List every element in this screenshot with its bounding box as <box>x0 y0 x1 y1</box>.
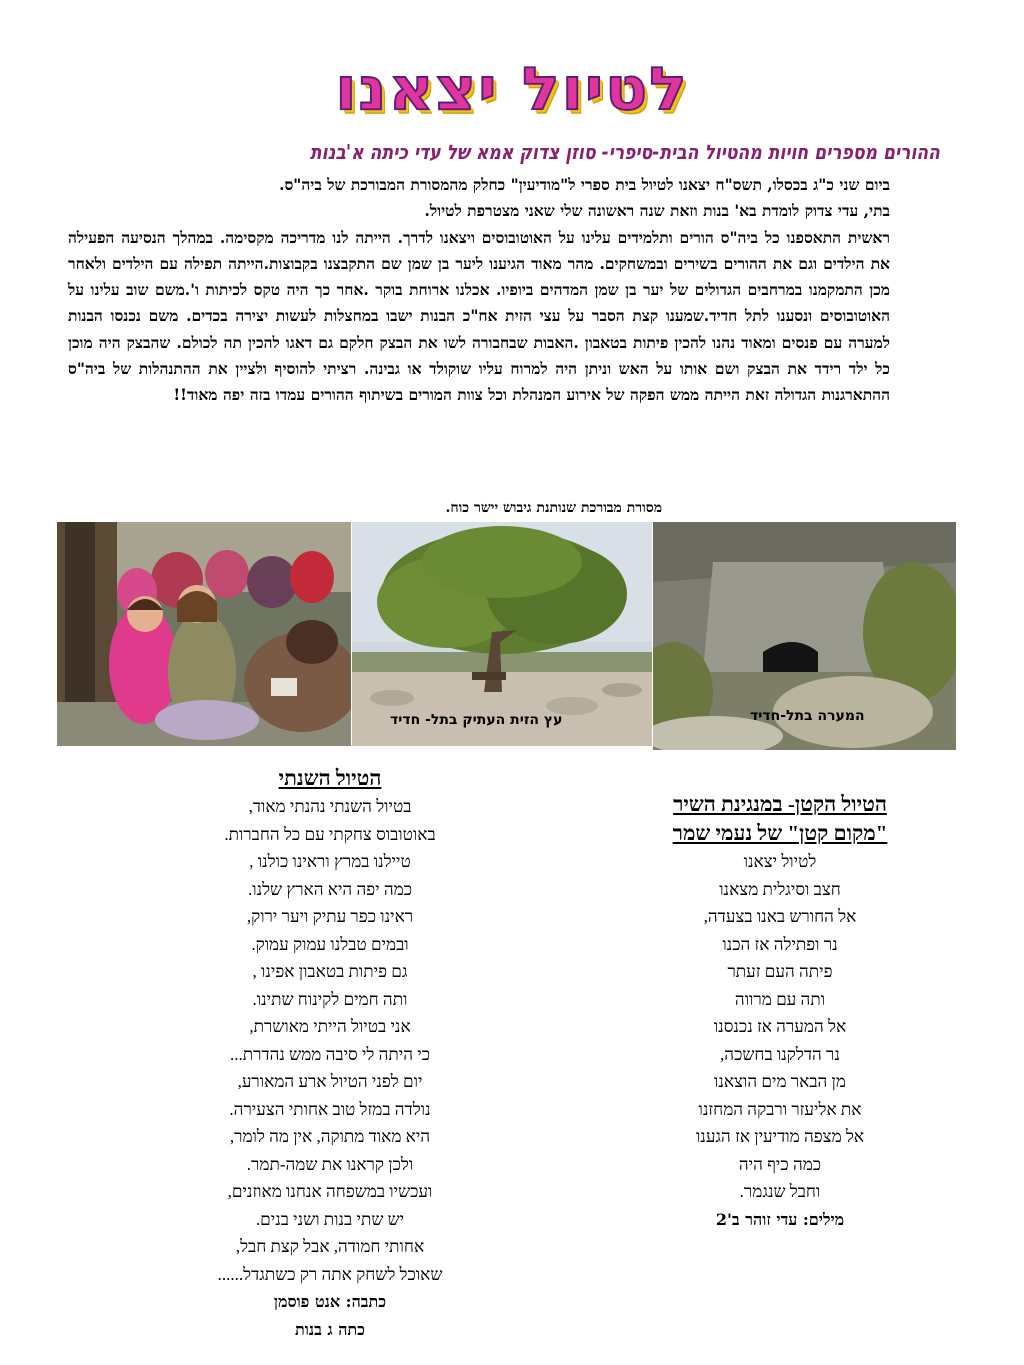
olive-tree-caption: עץ הזית העתיק בתל- חדיד <box>390 712 563 728</box>
poem-line: טיילנו במרץ וראינו כולנו , <box>249 852 411 871</box>
article-paragraph: ראשית התאספנו כל ביה"ס הורים ותלמידים עלינו על האוטובוסים ויצאנו לדרך. הייתה לנו מדריכה מקסימה. במהלך הנסיעה הפעילה את הילדים וגם את ההורים בשירים ובמשחקים. מהר מאוד הגיענו ליער בן שמן שם התקבצנו בקבוצות.הייתה תפילה עם הילדים ולאחר מכן התמקמנו במרחבים הגדולים של יער בן שמן המדהים ביופיו. אכלנו ארוחת בוקר .אחר כך היה טקס לכיתות ו'.משם שוב עלינו על האוטובוסים ונסענו לתל חדיד.שמענו קצת הסבר על עצי הזית אח"כ הבנות ישבו במחצלות לעשות יצירה בכדים. משם נכנסו הבנות למערה עם פנסים ומאוד נהנו להכין פיתות בטאבון .האבות שבחבורה לשו את הבצק חלקם גם דאגו להכין תה לכולם. שהבצק היה מוכן כל ילד רידד את הבצק ושם אותו על האש וניתן היה למרוח עליו שוקולד או גבינה. רציתי להוסיף ולציין את ההתנהלות של ביה"ס ההתארגנות הגדולה זאת הייתה ממש הפקה של אירוע המנהלת וכל צוות המורים בשיתוף ההורים עמדו בזה יפה מאוד!! <box>68 227 890 405</box>
poem-line: ותה עם מרווה <box>734 989 826 1009</box>
poem-line: נולדה במזל טוב אחותי הצעירה. <box>229 1099 431 1119</box>
poem-line: יום לפני הטיול ארע המאורע, <box>237 1072 423 1091</box>
children-photo <box>57 522 351 746</box>
poem-annual-trip <box>160 764 500 1344</box>
poem-line: אני בטיול הייתי מאושרת, <box>249 1017 411 1036</box>
poem-line: אחותי חמודה, אבל קצת חבל, <box>235 1237 425 1256</box>
poem-line: לטיול יצאנו <box>743 852 817 871</box>
poem-line: חצב וסיגלית מצאנו <box>719 879 841 899</box>
article-body <box>68 172 890 409</box>
page-title: לטיול יצאנו <box>335 53 689 124</box>
poem-line: ולכן קראנו את שמה-תמר. <box>246 1154 414 1174</box>
article-paragraph: ביום שני כ"ג בכסלו, תשס"ח יצאנו לטיול בית ספרי ל"מודיעין" כחלק מהמסורת המבורכת של ביה"ס. <box>279 175 890 194</box>
poem-line: אל המערה אז נכנסנו <box>713 1017 847 1036</box>
poem-line: בטיול השנתי נהנתי מאוד, <box>248 797 412 816</box>
poem-line: כמה יפה היא הארץ שלנו. <box>247 879 413 899</box>
poem-line: אל החורש באנו בצעדה, <box>703 907 857 926</box>
poem-line: באוטובוס צחקתי עם כל החברות. <box>224 824 436 844</box>
signoff-text: מסורת מבורכת שנותנת גיבוש יישר כוח. <box>445 500 662 516</box>
poem-line: ותה חמים לקינוח שתינו. <box>252 989 408 1009</box>
poem-line: היא מאוד מתוקה, אין מה לומר, <box>229 1127 431 1146</box>
poem-small-trip <box>600 790 960 1234</box>
poem-line: וחבל שנגמר. <box>739 1182 821 1201</box>
poem-line: יש שתי בנות ושני בנים. <box>255 1209 405 1229</box>
article-signoff <box>212 500 662 517</box>
poem-credit: מילים: עדי זוהר ב'2 <box>715 1209 845 1229</box>
poem-credit: כתה ג בנות <box>295 1320 365 1339</box>
article-paragraph: בתי, עדי צדוק לומדת בא' בנות וזאת שנה ראשונה שלי שאני מצטרפת לטיול. <box>424 201 890 221</box>
poem-line: פיתה העם זעתר <box>727 962 833 981</box>
poem-line: ועכשיו במשפחה אנחנו מאוזנים, <box>227 1182 433 1201</box>
poem-title: "מקום קטן" של נעמי שמר <box>672 821 888 845</box>
poem-line: ראינו כפר עתיק ויער ירוק, <box>246 907 414 926</box>
poem-line: כמה כיף היה <box>738 1154 822 1174</box>
poem-line: את אליעזר ורבקה המחזנו <box>698 1099 862 1119</box>
poem-line: אל מצפה מודיעין אז הגענו <box>695 1127 865 1146</box>
poem-line: ובמים טבלנו עמוק עמוק. <box>251 934 409 954</box>
poem-title: הטיול השנתי <box>278 766 382 790</box>
poem-line: נר ופתילה אז הכנו <box>722 934 838 954</box>
poem-line: גם פיתות בטאבון אפינו , <box>252 962 408 981</box>
cave-caption: המערה בתל-חדיד <box>750 708 865 724</box>
page-subtitle: ההורים מספרים חויות מהטיול הבית-סיפרי- סוזן צדוק אמא של עדי כיתה א'בנות <box>309 140 940 164</box>
poem-title: הטיול הקטן- במנגינת השיר <box>673 792 887 816</box>
poem-line: שאוכל לשחק אתה רק כשתגדל...... <box>217 1264 443 1284</box>
poem-line: כי היתה לי סיבה ממש נהדרת... <box>229 1044 431 1064</box>
poem-line: מן הבאר מים הוצאנו <box>714 1072 846 1091</box>
poem-line: נר הדלקנו בחשכה, <box>720 1044 840 1064</box>
poem-credit: כתבה: אנט פוסמן <box>273 1292 387 1311</box>
